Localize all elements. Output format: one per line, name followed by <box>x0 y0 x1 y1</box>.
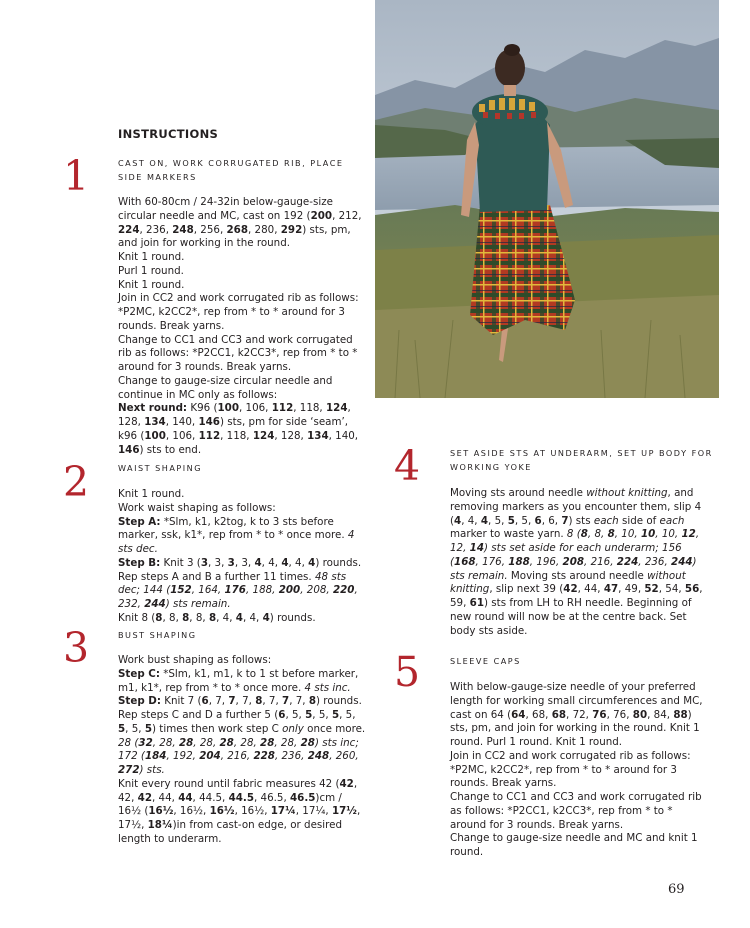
instruction-paragraph: Step B: Knit 3 (3, 3, 3, 3, 4, 4, 4, 4, 4) rounds. <box>118 556 362 569</box>
instruction-paragraph: Next round: K96 (100, 106, 112, 118, 124, 128, 134, 140, 146) sts, pm for side ‘seam’, k96 (100, 106, 112, 118, 124, 128, 134, 140, 146) sts to end. <box>118 402 359 456</box>
step-number-5: 5 <box>394 648 421 696</box>
section-title <box>450 654 521 668</box>
instruction-paragraph: Work bust shaping as follows: <box>118 654 272 666</box>
instruction-paragraph: Knit 8 (8, 8, 8, 8, 8, 4, 4, 4, 4) rounds. <box>118 611 316 624</box>
section-body-2 <box>118 488 368 626</box>
section-body-4 <box>450 487 708 638</box>
instruction-paragraph: Knit 1 round. <box>118 278 185 291</box>
section-title-line: SIDE MARKERS <box>118 172 197 182</box>
page-heading: INSTRUCTIONS <box>118 127 219 141</box>
instruction-paragraph: Rep steps A and B a further 11 times. 48 sts dec; 144 (152, 164, 176, 188, 200, 208, 220, 232, 244) sts remain. <box>118 570 358 610</box>
section-title <box>118 156 343 184</box>
instruction-paragraph: Step C: *Slm, k1, m1, k to 1 st before marker, m1, k1*, rep from * to * once more. 4 sts inc. <box>118 667 359 694</box>
section-title <box>118 461 202 475</box>
instruction-paragraph: Knit every round until fabric measures 42 (42, 42, 42, 44, 44, 44.5, 44.5, 46.5, 46.5)cm / 16½ (16½, 16½, 16½, 16½, 17¼, 17¼, 17½, 17½, 18¼)in from cast-on edge, or desired length to underarm. <box>118 777 361 845</box>
section-body-5 <box>450 681 708 860</box>
hero-photo <box>375 0 719 398</box>
instruction-paragraph: 28 (32, 28, 28, 28, 28, 28, 28, 28, 28) sts inc; 172 (184, 192, 204, 216, 228, 236, 248, 260, 272) sts. <box>118 736 359 776</box>
instruction-paragraph: Moving sts around needle without knitting, and removing markers as you encounter them, slip 4 (4, 4, 4, 5, 5, 5, 6, 6, 7) sts each side of each marker to waste yarn. 8 (8, 8, 8, 10, 10, 10, 12, 12, 14) sts set aside for each underarm; 156 (168, 176, 188, 196, 208, 216, 224, 236, 244) sts remain. Moving sts around needle without knitting, slip next 39 (42, 44, 47, 49, 52, 54, 56, 59, 61) sts from LH to RH needle. Beginning of new round will now be at the centre back. Set body sts aside. <box>450 487 703 637</box>
section-title-line: SLEEVE CAPS <box>450 656 521 666</box>
instruction-paragraph: Step D: Knit 7 (6, 7, 7, 7, 8, 7, 7, 7, 8) rounds. <box>118 695 362 708</box>
section-title-line: SET ASIDE STS AT UNDERARM, SET UP BODY FOR <box>450 448 713 458</box>
step-number-4: 4 <box>394 442 421 490</box>
section-title <box>118 628 197 642</box>
section-title-line: BUST SHAPING <box>118 630 197 640</box>
instruction-paragraph: Purl 1 round. <box>118 264 184 277</box>
instruction-paragraph: Join in CC2 and work corrugated rib as follows: *P2MC, k2CC2*, rep from * to * around for 3 rounds. Break yarns. <box>118 292 359 332</box>
page-number: 69 <box>668 882 685 897</box>
instruction-paragraph: Change to gauge-size circular needle and continue in MC only as follows: <box>118 374 333 401</box>
instruction-paragraph: With 60-80cm / 24-32in below-gauge-size circular needle and MC, cast on 192 (200, 212, 224, 236, 248, 256, 268, 280, 292) sts, pm, and join for working in the round. <box>118 196 362 250</box>
step-number-2: 2 <box>63 458 90 506</box>
instruction-paragraph: Change to gauge-size needle and MC and knit 1 round. <box>450 832 698 858</box>
step-number-1: 1 <box>63 152 90 200</box>
instruction-paragraph: Knit 1 round. <box>118 488 185 500</box>
instruction-paragraph: Join in CC2 and work corrugated rib as follows: *P2MC, k2CC2*, rep from * to * around for 3 rounds. Break yarns. <box>450 749 691 790</box>
instruction-paragraph: Rep steps C and D a further 5 (6, 5, 5, 5, 5, 5, 5, 5, 5) times then work step C only once more. <box>118 709 366 735</box>
instruction-paragraph: Knit 1 round. <box>118 251 185 263</box>
instruction-paragraph: Work waist shaping as follows: <box>118 501 276 514</box>
instruction-paragraph: With below-gauge-size needle of your preferred length for working small circumferences and MC, cast on 64 (64, 68, 68, 72, 76, 76, 80, 84, 88) sts, pm, and join for working in the round. Knit 1 round. Purl 1 round. Knit 1 round. <box>450 681 703 748</box>
instruction-paragraph: Change to CC1 and CC3 and work corrugated rib as follows: *P2CC1, k2CC3*, rep from * to * around for 3 rounds. Break yarns. <box>118 333 358 373</box>
section-title-line: WORKING YOKE <box>450 462 532 472</box>
step-number-3: 3 <box>63 624 90 672</box>
instruction-paragraph: Step A: *Slm, k1, k2tog, k to 3 sts before marker, ssk, k1*, rep from * to * once more. 4 sts dec. <box>118 515 355 555</box>
instruction-paragraph: Change to CC1 and CC3 and work corrugated rib as follows: *P2CC1, k2CC3*, rep from * to * around for 3 rounds. Break yarns. <box>450 791 702 831</box>
section-title-line: CAST ON, WORK CORRUGATED RIB, PLACE <box>118 158 344 168</box>
section-title <box>450 446 713 474</box>
section-title-line: WAIST SHAPING <box>118 463 202 473</box>
section-body-1 <box>118 196 368 457</box>
section-body-3 <box>118 654 368 847</box>
